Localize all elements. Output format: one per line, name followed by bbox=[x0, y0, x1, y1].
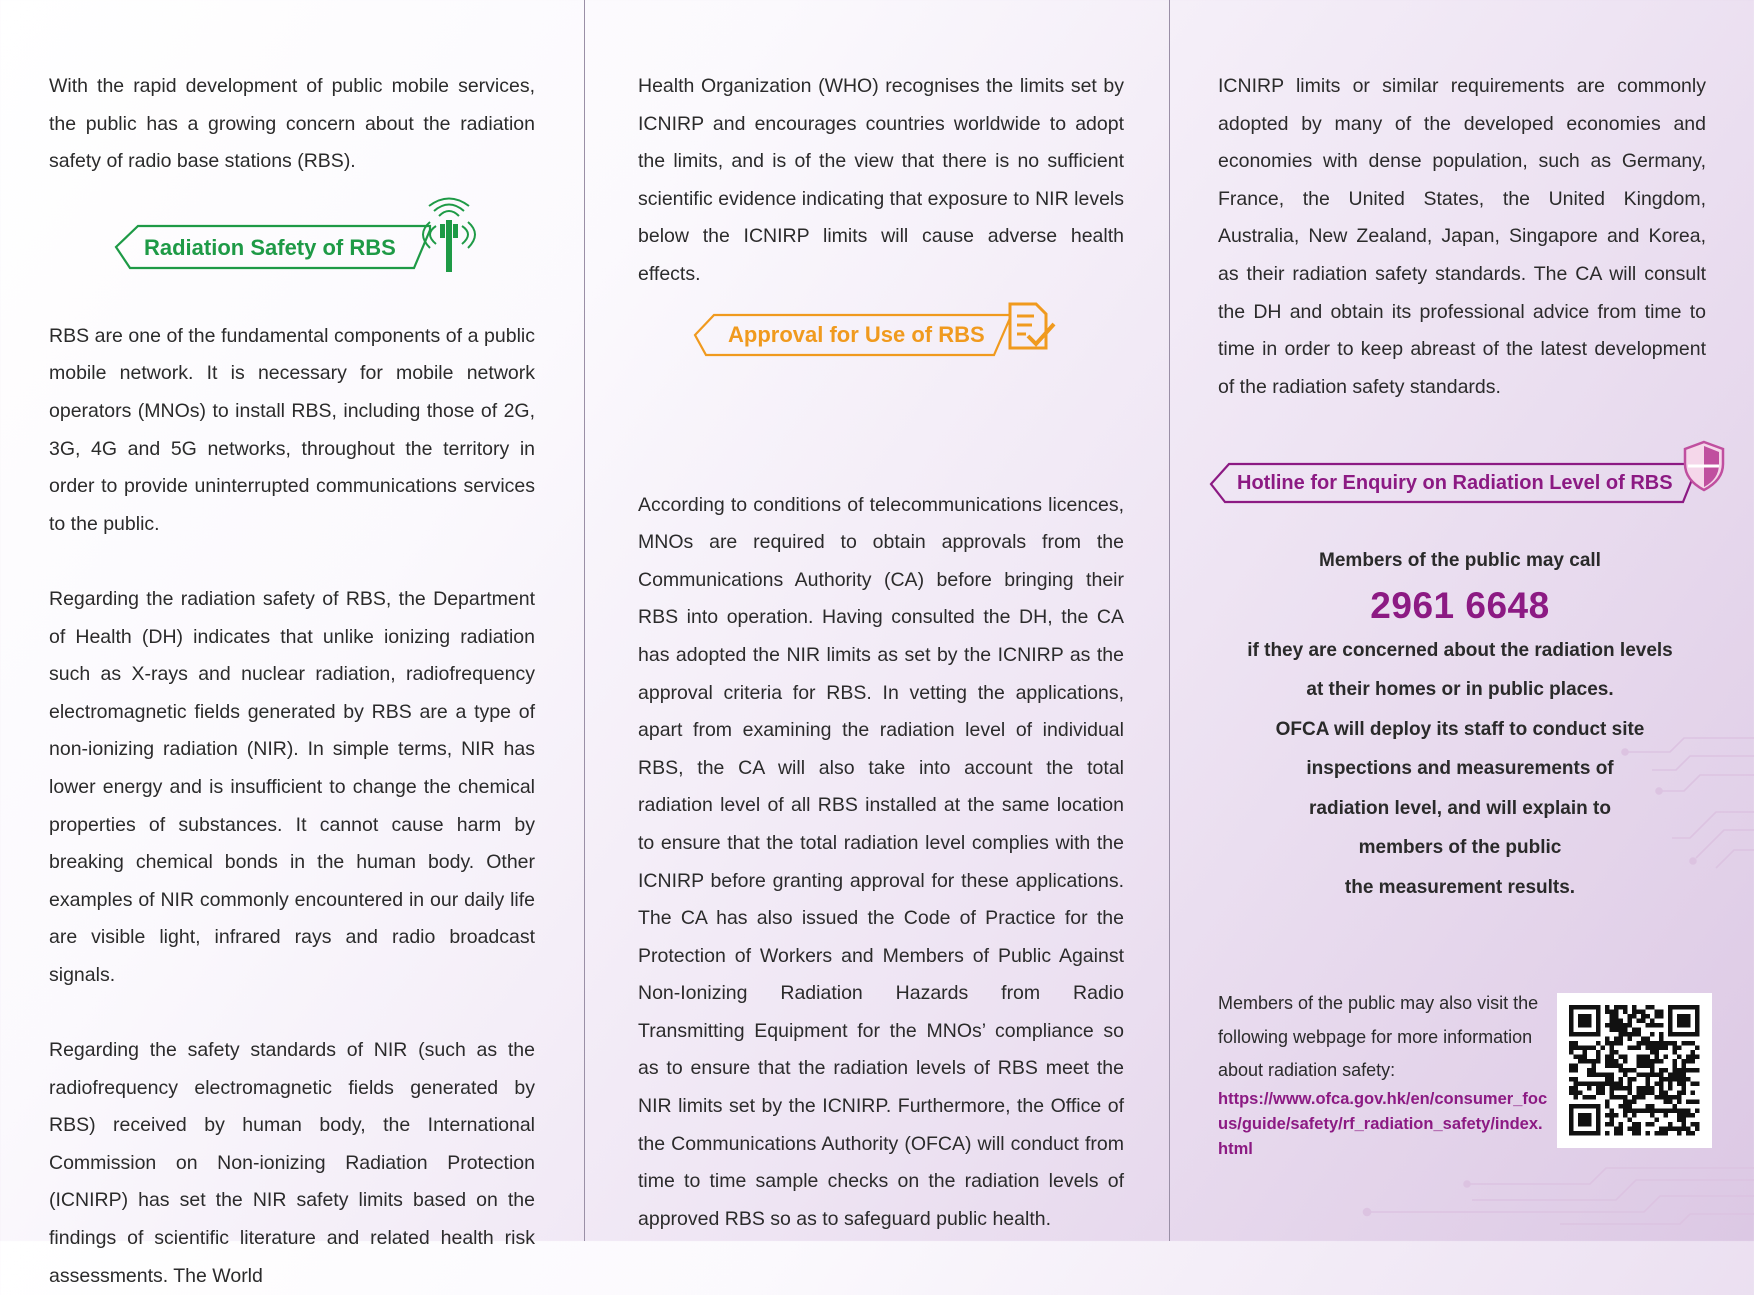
hotline-line: if they are concerned about the radiation levels bbox=[1247, 639, 1673, 661]
paragraph: RBS are one of the fundamental components of a public mobile network. It is necessary for mobile network operators (MNOs) to install RBS, including those of 2G, 3G, 4G and 5G networks, throughout the territory in order to provide uninterrupted communications services to the public. bbox=[49, 324, 535, 535]
hotline-line: OFCA will deploy its staff to conduct site bbox=[1275, 718, 1645, 740]
column-2 bbox=[638, 68, 1124, 1238]
antenna-tower-icon bbox=[414, 196, 484, 280]
hotline-intro: Members of the public may call bbox=[1319, 550, 1601, 571]
shield-icon bbox=[1683, 440, 1725, 492]
paragraph: ICNIRP limits or similar requirements are commonly adopted by many of the developed economies and economies with dense population, such as Germany, France, the United States, the United Kingdom, Australia, New Zealand, Japan, Singapore and Korea, as their radiation safety standards. The CA will consult the DH and obtain its professional advice from time to time in order to keep abreast of the latest development of the radiation safety standards. bbox=[1218, 75, 1706, 398]
hotline-line: at their homes or in public places. bbox=[1306, 679, 1614, 700]
banner-approval bbox=[692, 298, 1058, 368]
hotline-line: the measurement results. bbox=[1344, 876, 1576, 898]
banner-title: Approval for Use of RBS bbox=[728, 322, 985, 347]
banner-title: Radiation Safety of RBS bbox=[144, 235, 396, 260]
paragraph: Regarding the radiation safety of RBS, the Department of Health (DH) indicates that unlike ionizing radiation such as X-rays and nuclear radiation, radiofrequency electromagnetic fields generated by RBS are a type of non-ionizing radiation (NIR). In simple terms, NIR has lower energy and is insufficient to change the chemical properties of substances. It cannot cause harm by breaking chemical bonds in the human body. Other examples of NIR commonly encountered in our daily life are visible light, infrared rays and radio broadcast signals. bbox=[49, 587, 535, 986]
banner-title: Hotline for Enquiry on Radiation Level of RBS bbox=[1237, 472, 1673, 494]
hotline-phone-number[interactable]: 2961 6648 bbox=[1370, 584, 1550, 626]
banner-radiation-safety bbox=[112, 196, 492, 280]
paragraph: According to conditions of telecommunications licences, MNOs are required to obtain approvals from the Communications Authority (CA) before bringing their RBS into operation. Having consulted the DH, the CA has adopted the NIR limits as set by the ICNIRP as the approval criteria for RBS. In vetting the applications, apart from examining the radiation level of individual RBS, the CA will also take into account the total radiation level of all RBS installed at the same location to ensure that the total radiation level complies with the ICNIRP before granting approval for these applications. The CA has also issued the Code of Practice for the Protection of Workers and Members of Public Against Non-Ionizing Radiation Hazards from Radio Transmitting Equipment for the MNOs’ compliance so as to ensure that the radiation levels of RBS meet the NIR limits set by the ICNIRP. Furthermore, the Office of the Communications Authority (OFCA) will conduct from time to time sample checks on the radiation levels of approved RBS so as to safeguard public health. bbox=[638, 493, 1124, 1230]
visit-webpage-text: Members of the public may also visit the following webpage for more information about radiation safety: bbox=[1218, 993, 1539, 1080]
hotline-line: members of the public bbox=[1358, 837, 1562, 858]
paragraph: Health Organization (WHO) recognises the limits set by ICNIRP and encourages countries worldwide to adopt the limits, and is of the view that there is no sufficient scientific evidence indicating that exposure to NIR levels below the ICNIRP limits will cause adverse health effects. bbox=[638, 75, 1124, 285]
approval-document-icon bbox=[1006, 300, 1056, 354]
paragraph: Regarding the safety standards of NIR (such as the radiofrequency electromagnetic fields generated by RBS) received by human body, the International Commission on Non-ionizing Radiation Protection (ICNIRP) has set the NIR safety limits based on the findings of scientific literature and related health risk assessments. The World bbox=[49, 1039, 535, 1287]
qr-code[interactable] bbox=[1557, 993, 1712, 1148]
hotline-line: radiation level, and will explain to bbox=[1309, 797, 1611, 819]
info-webpage-link[interactable]: https://www.ofca.gov.hk/en/consumer_focus/guide/safety/rf_radiation_safety/index.html bbox=[1218, 1090, 1548, 1158]
paragraph: With the rapid development of public mobile services, the public has a growing concern about the radiation safety of radio base stations (RBS). bbox=[49, 75, 535, 173]
hotline-line: inspections and measurements of bbox=[1306, 758, 1614, 779]
qr-code-icon bbox=[1557, 993, 1712, 1148]
hotline-info bbox=[1200, 541, 1720, 907]
column-3 bbox=[1218, 68, 1706, 406]
banner-hotline bbox=[1209, 440, 1727, 510]
